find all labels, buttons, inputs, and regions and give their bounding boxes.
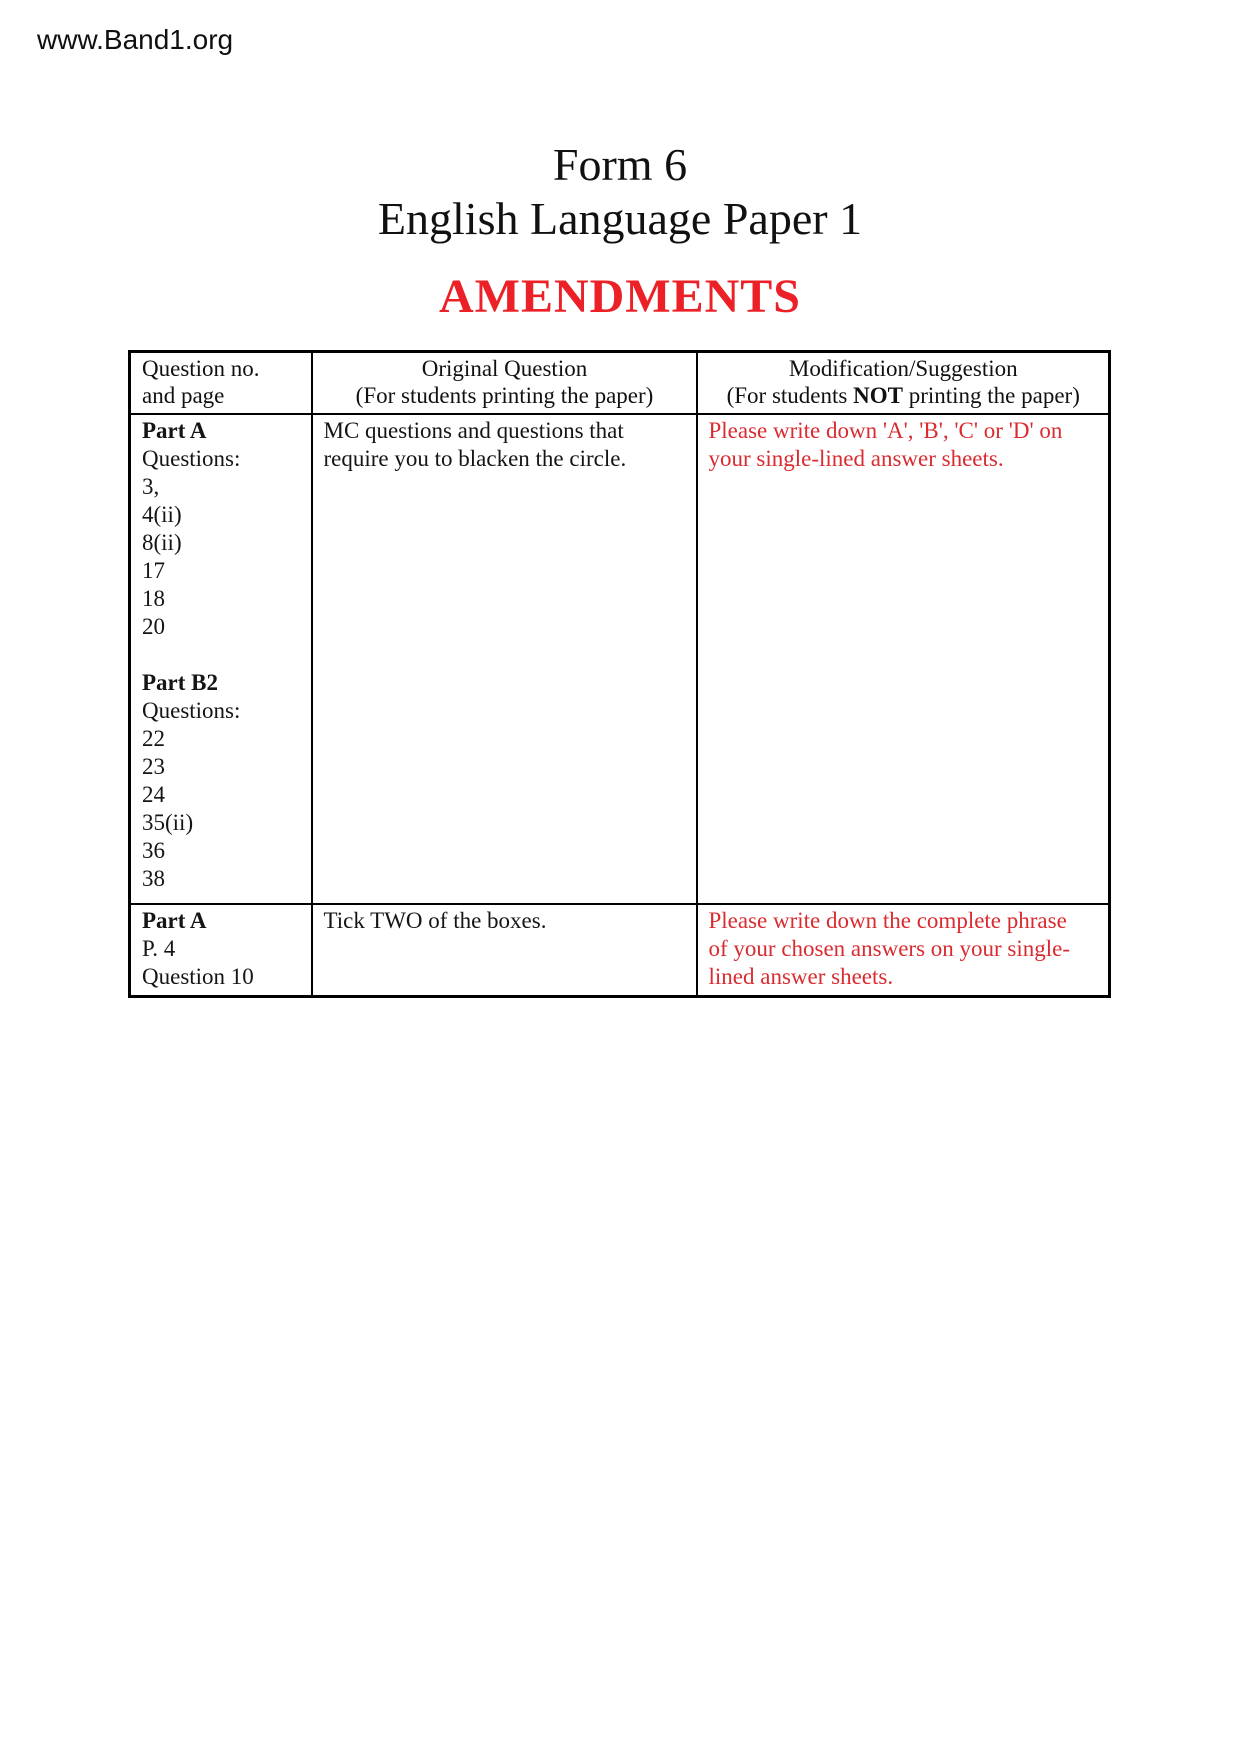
header-line-segment: printing the paper): [902, 383, 1080, 408]
header-modification-suggestion: [697, 352, 1110, 415]
header-line: Question no.: [142, 356, 260, 381]
cell-line: Part A: [142, 908, 207, 933]
cell-line: [142, 641, 301, 669]
cell-line: Please write down 'A', 'B', 'C' or 'D' on: [708, 418, 1063, 443]
cell-line: require you to blacken the circle.: [323, 446, 627, 471]
original-question-lines: [324, 907, 686, 935]
cell-line: Questions:: [142, 446, 241, 471]
cell-modification: [697, 414, 1110, 904]
header-original-question: [312, 352, 697, 415]
table-row: [130, 904, 1110, 997]
cell-line: your single-lined answer sheets.: [708, 446, 1004, 471]
cell-line: 4(ii): [142, 502, 182, 527]
cell-line: 3,: [142, 474, 160, 499]
cell-line: lined answer sheets.: [708, 964, 894, 989]
cell-question-ref: [130, 414, 312, 904]
header-line: [709, 382, 1099, 409]
table-header-row: [130, 352, 1110, 415]
question-ref-lines: [142, 417, 301, 893]
cell-line: Questions:: [142, 698, 241, 723]
cell-line: P. 4: [142, 936, 176, 961]
cell-line: 35(ii): [142, 810, 194, 835]
header-line-emphasis: NOT: [853, 383, 903, 408]
cell-line: Please write down the complete phrase: [708, 908, 1067, 933]
header-line: and page: [142, 383, 225, 408]
header-line: Original Question: [421, 356, 588, 381]
cell-line: 17: [142, 558, 165, 583]
cell-line: Tick TWO of the boxes.: [323, 908, 547, 933]
cell-original-question: [312, 904, 697, 997]
cell-line: Part B2: [142, 670, 219, 695]
cell-line: MC questions and questions that: [323, 418, 624, 443]
amendments-heading: AMENDMENTS: [438, 270, 801, 323]
cell-line: 23: [142, 754, 165, 779]
form-title: Form 6: [552, 139, 688, 190]
cell-line: 38: [142, 866, 165, 891]
amendments-table: [128, 350, 1111, 998]
question-ref-lines: [142, 907, 301, 991]
modification-lines: [709, 417, 1099, 473]
cell-line: Part A: [142, 418, 207, 443]
cell-modification: [697, 904, 1110, 997]
cell-line: Question 10: [142, 964, 254, 989]
cell-line: 20: [142, 614, 165, 639]
header-line-segment: (For students: [726, 383, 854, 408]
header-line: (For students printing the paper): [355, 383, 654, 408]
cell-line: 22: [142, 726, 165, 751]
paper-title: English Language Paper 1: [377, 193, 863, 244]
cell-line: 36: [142, 838, 165, 863]
cell-original-question: [312, 414, 697, 904]
site-watermark: www.Band1.org: [37, 24, 234, 55]
header-question-no-and-page: [130, 352, 312, 415]
table-row: [130, 414, 1110, 904]
cell-line: 8(ii): [142, 530, 182, 555]
cell-question-ref: [130, 904, 312, 997]
cell-line: 18: [142, 586, 165, 611]
header-line: Modification/Suggestion: [788, 356, 1018, 381]
modification-lines: [709, 907, 1099, 991]
cell-line: 24: [142, 782, 165, 807]
cell-line: of your chosen answers on your single-: [708, 936, 1071, 961]
original-question-lines: [324, 417, 686, 473]
